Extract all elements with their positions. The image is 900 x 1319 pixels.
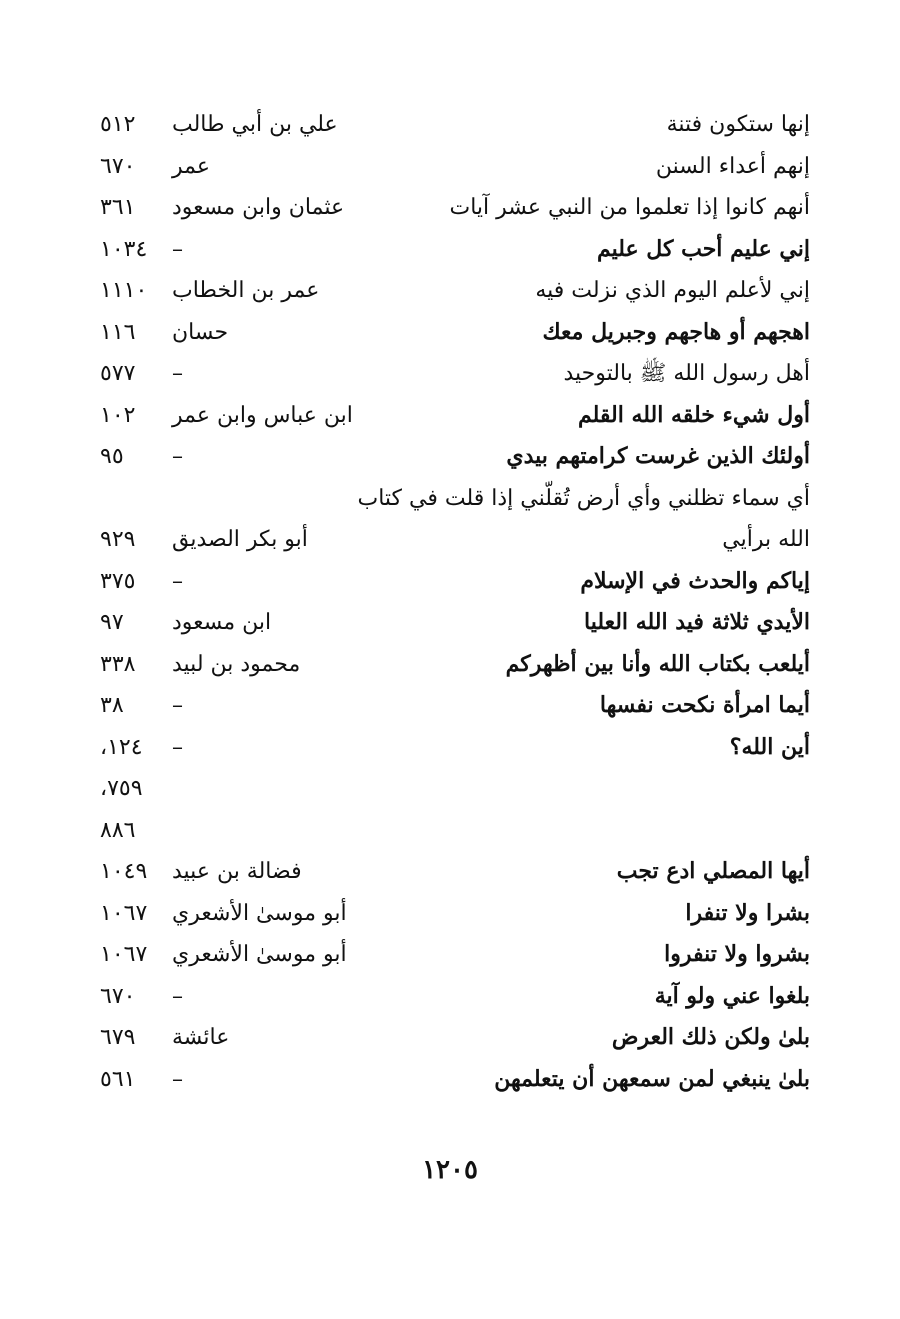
hadith-text: أولئك الذين غرست كرامتهم بيدي bbox=[506, 443, 810, 469]
index-row bbox=[100, 685, 810, 727]
page-number: ١٢٠٥ bbox=[422, 1155, 478, 1185]
page-reference: ٩٢٩ bbox=[100, 527, 136, 552]
page-reference: ١١٦ bbox=[100, 319, 136, 345]
page-reference: ١٠٦٧ bbox=[100, 942, 148, 967]
hadith-text: إني عليم أحب كل عليم bbox=[596, 235, 810, 262]
hadith-text: أيلعب بكتاب الله وأنا بين أظهركم bbox=[505, 650, 810, 677]
page-reference: ١٠٢ bbox=[100, 402, 136, 428]
hadith-text: اهجهم أو هاجهم وجبريل معك bbox=[542, 318, 810, 345]
index-row bbox=[100, 893, 810, 935]
narrator-name: أبو بكر الصديق bbox=[172, 527, 308, 552]
page-reference: ٥٦١ bbox=[100, 1066, 136, 1092]
narrator-name: عمر bbox=[172, 153, 210, 179]
narrator-name bbox=[172, 478, 372, 520]
page-reference: ١٠٣٤ bbox=[100, 236, 148, 262]
index-row bbox=[100, 519, 810, 561]
narrator-name: – bbox=[172, 568, 183, 594]
index-row bbox=[100, 270, 810, 312]
hadith-text: أيما امرأة نكحت نفسها bbox=[599, 692, 810, 718]
hadith-text: الأيدي ثلاثة فيد الله العليا bbox=[583, 609, 810, 635]
index-row bbox=[100, 768, 810, 810]
hadith-text: إياكم والحدث في الإسلام bbox=[580, 567, 810, 594]
hadith-text: أول شيء خلقه الله القلم bbox=[577, 401, 810, 428]
page-reference: ٣٨ bbox=[100, 693, 124, 718]
narrator-name: علي بن أبي طالب bbox=[172, 112, 338, 137]
hadith-text: أهل رسول الله ﷺ بالتوحيد bbox=[563, 361, 810, 386]
page-reference: ٩٧ bbox=[100, 610, 124, 635]
index-row bbox=[100, 436, 810, 478]
hadith-text: بلىٰ ولكن ذلك العرض bbox=[611, 1024, 810, 1050]
index-row bbox=[100, 1059, 810, 1101]
hadith-text: بلىٰ ينبغي لمن سمعهن أن يتعلمهن bbox=[494, 1065, 810, 1092]
index-row bbox=[100, 312, 810, 354]
index-row bbox=[100, 478, 810, 520]
narrator-name: حسان bbox=[172, 319, 229, 345]
hadith-text: بشروا ولا تنفروا bbox=[664, 941, 810, 967]
page-reference: ١٢٤، bbox=[100, 734, 143, 760]
page-reference: ٣٣٨ bbox=[100, 651, 136, 677]
hadith-text bbox=[380, 768, 810, 810]
hadith-text: إنها ستكون فتنة bbox=[666, 112, 810, 137]
narrator-name bbox=[172, 768, 372, 810]
narrator-name: ابن عباس وابن عمر bbox=[172, 402, 353, 428]
narrator-name: أبو موسىٰ الأشعري bbox=[172, 942, 347, 967]
page-reference: ١٠٤٩ bbox=[100, 859, 148, 884]
hadith-text: أيها المصلي ادع تجب bbox=[616, 858, 810, 884]
page-reference: ٦٧٠ bbox=[100, 983, 136, 1009]
page-reference: ٦٧٠ bbox=[100, 153, 136, 179]
narrator-name: – bbox=[172, 1066, 183, 1092]
index-row bbox=[100, 353, 810, 395]
page-reference: ٣٦١ bbox=[100, 195, 136, 220]
hadith-index-table bbox=[100, 104, 810, 1100]
page-reference: ٨٨٦ bbox=[100, 817, 136, 843]
index-row bbox=[100, 976, 810, 1018]
narrator-name: أبو موسىٰ الأشعري bbox=[172, 900, 347, 926]
hadith-text: أنهم كانوا إذا تعلموا من النبي عشر آيات bbox=[449, 195, 810, 220]
hadith-text: بشرا ولا تنفرا bbox=[685, 899, 810, 926]
page-reference: ٥٧٧ bbox=[100, 361, 136, 386]
narrator-name bbox=[172, 810, 372, 852]
hadith-text: بلغوا عني ولو آية bbox=[654, 982, 810, 1009]
index-row bbox=[100, 1017, 810, 1059]
narrator-name: – bbox=[172, 734, 183, 760]
narrator-name: – bbox=[172, 236, 183, 262]
index-row bbox=[100, 644, 810, 686]
index-row bbox=[100, 146, 810, 188]
index-row bbox=[100, 727, 810, 769]
narrator-name: عائشة bbox=[172, 1025, 230, 1050]
narrator-name: محمود بن لبيد bbox=[172, 651, 301, 677]
page-reference: ٦٧٩ bbox=[100, 1025, 136, 1050]
index-row bbox=[100, 104, 810, 146]
narrator-name: فضالة بن عبيد bbox=[172, 859, 302, 884]
page-reference: ١١١٠ bbox=[100, 278, 148, 303]
index-row bbox=[100, 602, 810, 644]
narrator-name: ابن مسعود bbox=[172, 610, 272, 635]
index-row bbox=[100, 851, 810, 893]
page-reference: ١٠٦٧ bbox=[100, 900, 148, 926]
narrator-name: عمر بن الخطاب bbox=[172, 278, 320, 303]
narrator-name: عثمان وابن مسعود bbox=[172, 195, 345, 220]
index-row bbox=[100, 187, 810, 229]
narrator-name: – bbox=[172, 693, 183, 718]
index-row bbox=[100, 934, 810, 976]
index-row bbox=[100, 810, 810, 852]
hadith-text: أي سماء تظلني وأي أرض تُقلّني إذا قلت في كتاب bbox=[357, 485, 810, 511]
index-row bbox=[100, 395, 810, 437]
narrator-name: – bbox=[172, 444, 183, 469]
hadith-text: إنهم أعداء السنن bbox=[655, 153, 810, 179]
narrator-name: – bbox=[172, 983, 183, 1009]
page-reference: ٩٥ bbox=[100, 444, 124, 469]
index-row bbox=[100, 561, 810, 603]
hadith-text: أين الله؟ bbox=[729, 733, 810, 760]
page-reference: ٥١٢ bbox=[100, 112, 136, 137]
page-reference bbox=[100, 478, 172, 520]
index-row bbox=[100, 229, 810, 271]
page-reference: ٣٧٥ bbox=[100, 568, 136, 594]
narrator-name: – bbox=[172, 361, 183, 386]
hadith-text: إني لأعلم اليوم الذي نزلت فيه bbox=[535, 278, 810, 303]
hadith-text bbox=[380, 810, 810, 852]
hadith-text: الله برأيي bbox=[722, 527, 810, 552]
page-reference: ٧٥٩، bbox=[100, 776, 143, 801]
